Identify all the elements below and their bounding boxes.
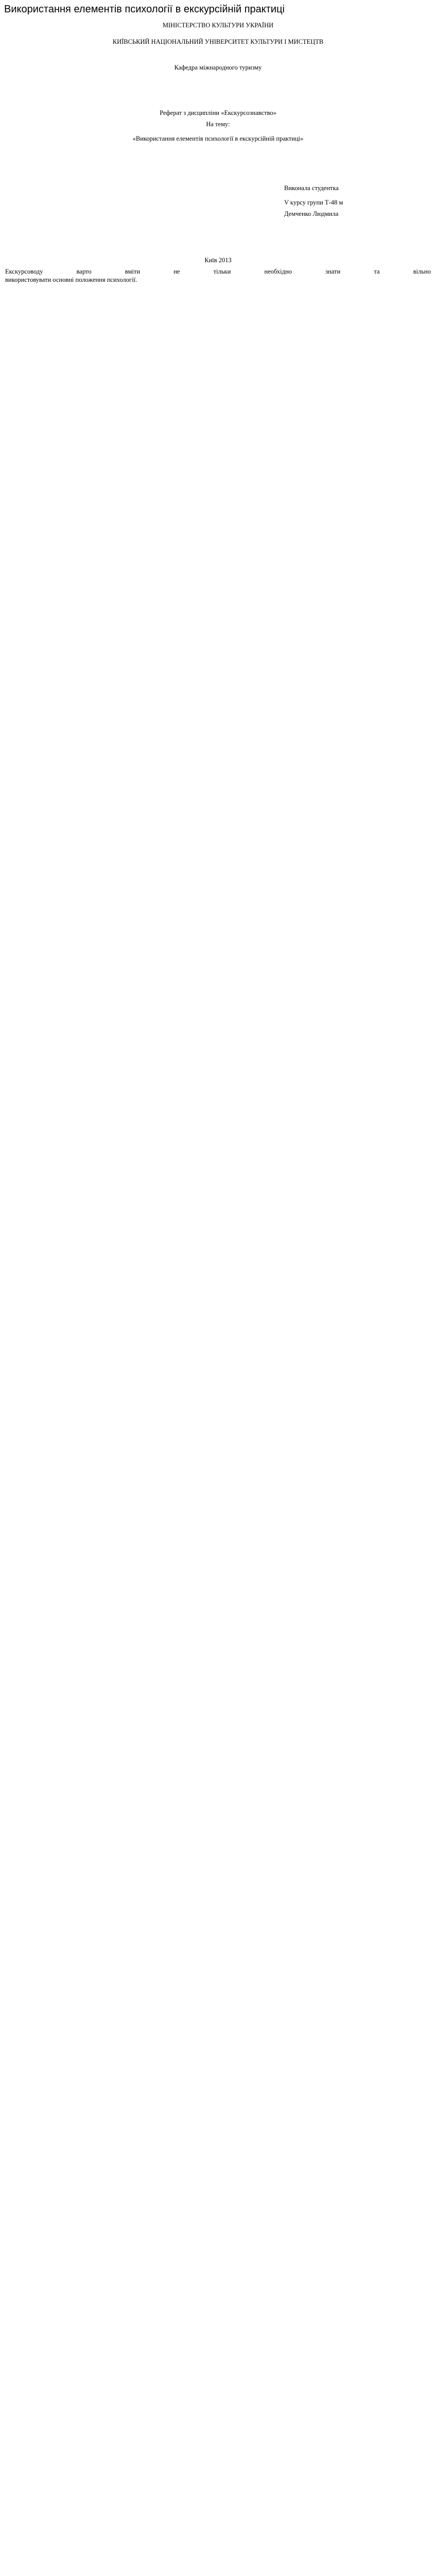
intro-line: використовувати основні положення психології. <box>5 276 137 283</box>
author-line-2: V курсу групи Т-48 м <box>284 199 343 206</box>
author-name: Демченко Людмила <box>284 210 339 217</box>
university-heading: КИЇВСЬКИЙ НАЦІОНАЛЬНИЙ УНІВЕРСИТЕТ КУЛЬТУРИ І МИСТЕЦТВ <box>112 38 324 45</box>
ministry-heading: МІНІСТЕРСТВО КУЛЬТУРИ УКРАЇНИ <box>162 22 274 29</box>
document-title: Використання елементів психології в екскурсійній практиці <box>4 4 285 15</box>
author-line-1: Виконала студентка <box>284 184 339 192</box>
report-topic: «Використання елементів психології в екскурсійній практиці» <box>132 135 304 142</box>
report-type: Реферат з дисципліни «Екскурсознавство» <box>160 109 276 116</box>
department-heading: Кафедра міжнародного туризму <box>174 64 262 71</box>
intro-line: Екскурсоводу варто вміти не тільки необхідно знати та вільно <box>5 268 431 275</box>
topic-label: На тему: <box>206 121 230 128</box>
city-year: Київ 2013 <box>204 257 232 264</box>
